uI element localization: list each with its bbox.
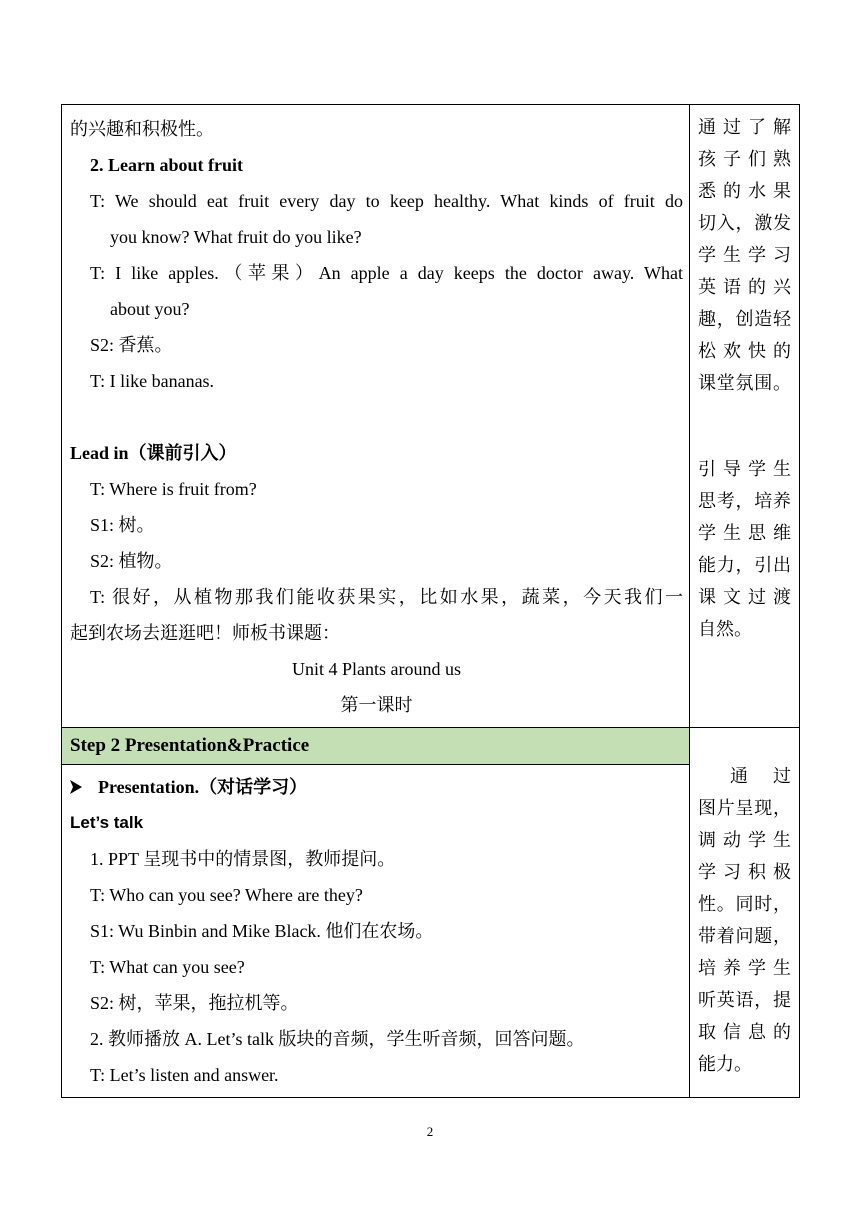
paragraph: T: Let’s listen and answer.	[90, 1065, 279, 1085]
intent-line: 能力，引出	[698, 555, 791, 575]
subheading-presentation: Presentation.（对话学习）	[70, 769, 683, 805]
table-row	[62, 765, 800, 1098]
intent-line: 引导学生	[698, 459, 791, 479]
intent-line: 课文过渡	[698, 587, 791, 607]
paragraph: 1. PPT 呈现书中的情景图，教师提问。	[90, 849, 396, 869]
paragraph: S1: Wu Binbin and Mike Black. 他们在农场。	[90, 921, 434, 941]
paragraph: T: We should eat fruit every day to keep healthy. What kinds of fruit do	[90, 191, 683, 211]
board-title-unit: Unit 4 Plants around us	[292, 659, 461, 679]
intent-line: 通过	[730, 766, 791, 786]
procedure-cell	[62, 105, 690, 728]
intent-line: 调动学生	[698, 830, 791, 850]
intent-line: 趣，创造轻	[698, 309, 791, 329]
paragraph: T: Where is fruit from?	[90, 479, 257, 499]
subheading-lets-talk: Let’s talk	[70, 813, 144, 832]
intent-line: 培养学生	[698, 958, 791, 978]
intent-line: 切入，激发	[698, 213, 791, 233]
lesson-plan-table	[61, 104, 800, 1098]
paragraph: S2: 植物。	[90, 551, 173, 571]
paragraph: S2: 树，苹果，拖拉机等。	[90, 993, 299, 1013]
intent-line: 学生学习	[698, 245, 791, 265]
page-number: 2	[426, 1124, 434, 1139]
table-row	[62, 105, 800, 728]
paragraph: S1: 树。	[90, 515, 155, 535]
intent-line: 性。同时，	[698, 894, 791, 914]
paragraph: T: I like apples.（苹果）An apple a day keeps the doctor away. What	[90, 263, 683, 283]
paragraph: T: Who can you see? Where are they?	[90, 885, 363, 905]
intent-line: 课堂氛围。	[698, 373, 791, 393]
subheading-learn-fruit: 2. Learn about fruit	[90, 155, 243, 175]
paragraph: you know? What fruit do you like?	[110, 227, 362, 247]
paragraph: T: What can you see?	[90, 957, 245, 977]
board-title-lesson: 第一课时	[340, 695, 413, 715]
intent-line: 孩子们熟	[698, 149, 791, 169]
paragraph: about you?	[110, 299, 190, 319]
intent-line: 自然。	[698, 619, 752, 639]
intent-line: 学习积极	[698, 862, 791, 882]
paragraph: 起到农场去逛逛吧！师板书课题：	[70, 623, 340, 643]
paragraph: 的兴趣和积极性。	[70, 119, 214, 139]
procedure-cell	[62, 765, 690, 1098]
design-intent-cell	[690, 105, 800, 728]
intent-line: 松欢快的	[698, 341, 791, 361]
intent-line: 学生思维	[698, 523, 791, 543]
paragraph: S2: 香蕉。	[90, 335, 173, 355]
intent-line: 取信息的	[698, 1022, 791, 1042]
intent-line: 能力。	[698, 1054, 752, 1074]
intent-line: 英语的兴	[698, 277, 791, 297]
arrow-bullet-icon	[70, 770, 82, 784]
intent-line: 悉的水果	[698, 181, 791, 201]
table-row	[62, 728, 800, 765]
intent-line: 思考，培养	[698, 491, 791, 511]
subheading-lead-in: Lead in（课前引入）	[70, 443, 237, 463]
design-intent-cell	[690, 728, 800, 1098]
paragraph: T: 很好，从植物那我们能收获果实，比如水果，蔬菜，今天我们一	[90, 587, 683, 607]
step-heading-cell	[62, 728, 690, 765]
step-title: Step 2 Presentation&Practice	[70, 735, 310, 756]
paragraph: 2. 教师播放 A. Let’s talk 版块的音频，学生听音频，回答问题。	[90, 1029, 585, 1049]
intent-line: 听英语，提	[698, 990, 791, 1010]
intent-line: 带着问题，	[698, 926, 791, 946]
intent-line: 图片呈现，	[698, 798, 791, 818]
intent-line: 通过了解	[698, 117, 791, 137]
paragraph: T: I like bananas.	[90, 371, 215, 391]
